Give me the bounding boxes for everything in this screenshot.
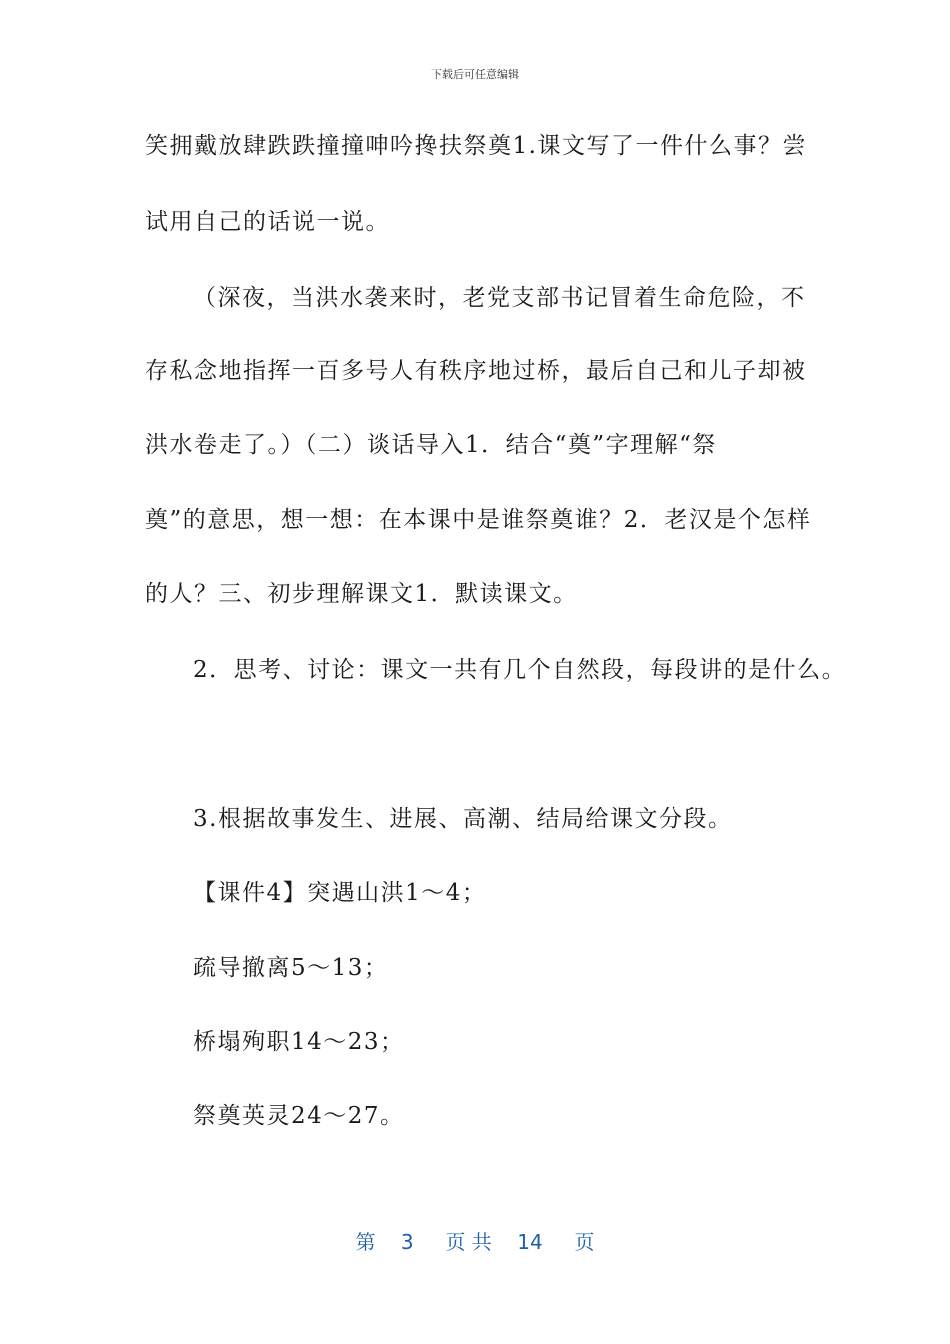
text-line-3: （深夜，当洪水袭来时，老党支部书记冒着生命危险，不: [193, 285, 806, 311]
text-line-10: 【课件4】突遇山洪1～4；: [193, 880, 487, 906]
page-footer: [0, 1226, 950, 1255]
text-line-5: 洪水卷走了。）（二）谈话导入1．结合“奠”字理解“祭: [145, 432, 717, 458]
text-line-12: 桥塌殉职14～23；: [193, 1029, 405, 1055]
footer-page-label: 第: [355, 1230, 376, 1254]
text-line-2: 试用自己的话说一说。: [145, 209, 390, 235]
text-line-7: 的人？三、初步理解课文1．默读课文。: [145, 581, 578, 607]
text-line-11: 疏导撤离5～13；: [193, 955, 389, 981]
page-header: 下载后可任意编辑: [431, 68, 519, 81]
footer-end-label: 页: [574, 1230, 595, 1254]
text-line-6: 奠”的意思，想一想：在本课中是谁祭奠谁？2．老汉是个怎样: [145, 507, 812, 533]
text-line-9: 3.根据故事发生、进展、高潮、结局给课文分段。: [193, 806, 733, 832]
text-line-13: 祭奠英灵24～27。: [193, 1103, 405, 1129]
text-line-1: 笑拥戴放肆跌跌撞撞呻吟搀扶祭奠1.课文写了一件什么事？尝: [145, 133, 807, 159]
text-line-4: 存私念地指挥一百多号人有秩序地过桥，最后自己和儿子却被: [145, 358, 807, 384]
footer-page-number: 3: [400, 1230, 414, 1254]
footer-total-label: 页 共: [445, 1230, 492, 1254]
text-line-8: 2．思考、讨论：课文一共有几个自然段，每段讲的是什么。: [193, 657, 847, 683]
footer-total-pages: 14: [517, 1230, 543, 1254]
